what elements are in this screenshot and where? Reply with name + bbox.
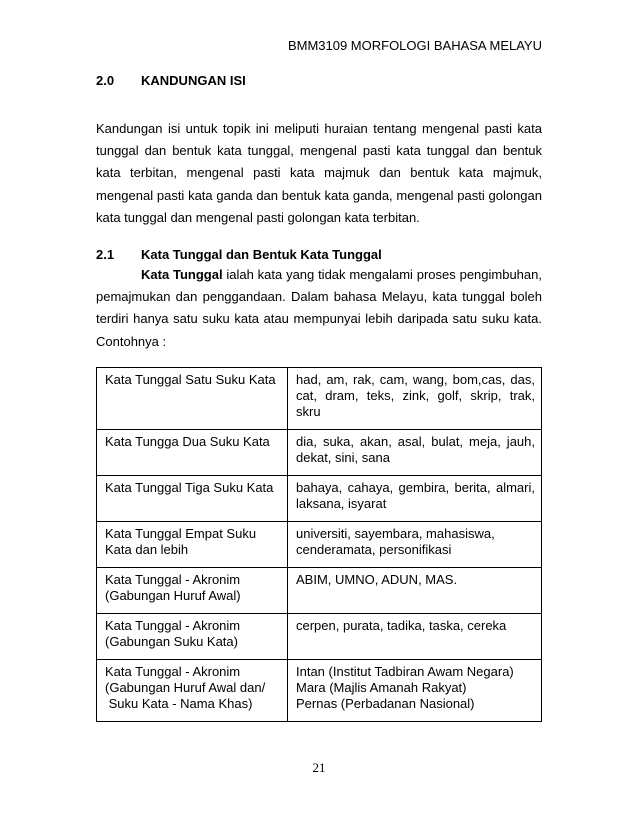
cell-line: Kata Tunggal Tiga Suku Kata [105, 480, 274, 495]
section-heading-2-1 [96, 247, 382, 262]
section-title: Kata Tunggal dan Bentuk Kata Tunggal [141, 247, 382, 262]
cell-line: cenderamata, personifikasi [296, 542, 452, 557]
cell-line: universiti, sayembara, mahasiswa, [296, 526, 495, 541]
section-number: 2.1 [96, 247, 115, 262]
word-type-cell [97, 568, 288, 614]
cell-line: cerpen, purata, tadika, taska, cereka [296, 618, 507, 633]
examples-cell [288, 368, 542, 430]
word-type-cell [97, 368, 288, 430]
cell-line: Kata Tunggal - Akronim [105, 572, 241, 587]
word-type-cell [97, 660, 288, 722]
running-header: BMM3109 MORFOLOGI BAHASA MELAYU [287, 38, 542, 53]
cell-line: Kata Tunggal Satu Suku Kata [105, 372, 276, 387]
cell-line: Kata Tunggal - Akronim [105, 618, 241, 633]
cell-line: Pernas (Perbadanan Nasional) [296, 696, 475, 711]
table-row [97, 568, 542, 614]
page-number: 21 [312, 760, 326, 775]
cell-line: Kata Tungga Dua Suku Kata [105, 434, 270, 449]
table-row [97, 660, 542, 722]
table-row [97, 368, 542, 430]
examples-cell [288, 614, 542, 660]
cell-line: ABIM, UMNO, ADUN, MAS. [296, 572, 458, 587]
definition-text: ialah kata yang tidak mengalami proses pengimbuhan, pemajmukan dan penggandaan. Dalam bahasa Melayu, kata tunggal boleh terdiri hanya satu suku kata atau mempunyai lebih daripada satu suku kata. Contohnya : [96, 267, 542, 349]
cell-line: Intan (Institut Tadbiran Awam Negara) [296, 664, 514, 679]
cell-line: had, am, rak, cam, wang, bom,cas, das, cat, dram, teks, zink, golf, skrip, trak, skru [296, 372, 535, 419]
word-type-cell [97, 476, 288, 522]
table-row [97, 430, 542, 476]
defined-term: Kata Tunggal [141, 267, 223, 282]
word-type-cell [97, 430, 288, 476]
definition-paragraph [96, 264, 542, 353]
intro-paragraph: Kandungan isi untuk topik ini meliputi huraian tentang mengenal pasti kata tunggal dan bentuk kata tunggal, mengenal pasti kata tunggal dan bentuk kata terbitan, mengenal pasti kata majmuk dan bentuk kata majmuk, mengenal pasti kata ganda dan bentuk kata ganda, mengenal pasti golongan kata tunggal dan mengenal pasti golongan kata terbitan. [96, 121, 542, 225]
cell-line: bahaya, cahaya, gembira, berita, almari, laksana, isyarat [296, 480, 535, 511]
cell-line: Mara (Majlis Amanah Rakyat) [296, 680, 467, 695]
cell-line: Suku Kata - Nama Khas) [105, 696, 253, 711]
word-type-cell [97, 614, 288, 660]
cell-line: (Gabungan Huruf Awal dan/ [105, 680, 266, 695]
examples-cell [288, 660, 542, 722]
examples-cell [288, 522, 542, 568]
table-row [97, 476, 542, 522]
examples-cell [288, 430, 542, 476]
table-row [97, 522, 542, 568]
cell-line: (Gabungan Suku Kata) [105, 634, 238, 649]
cell-line: dia, suka, akan, asal, bulat, meja, jauh, dekat, sini, sana [296, 434, 535, 465]
cell-line: Kata dan lebih [105, 542, 189, 557]
word-type-cell [97, 522, 288, 568]
cell-line: Kata Tunggal - Akronim [105, 664, 241, 679]
examples-cell [288, 476, 542, 522]
table-row [97, 614, 542, 660]
cell-line: Kata Tunggal Empat Suku [105, 526, 257, 541]
section-title: KANDUNGAN ISI [141, 73, 246, 88]
section-number: 2.0 [96, 73, 115, 88]
section-heading-2-0 [96, 73, 246, 88]
cell-line: (Gabungan Huruf Awal) [105, 588, 241, 603]
examples-table [96, 367, 542, 722]
examples-cell [288, 568, 542, 614]
